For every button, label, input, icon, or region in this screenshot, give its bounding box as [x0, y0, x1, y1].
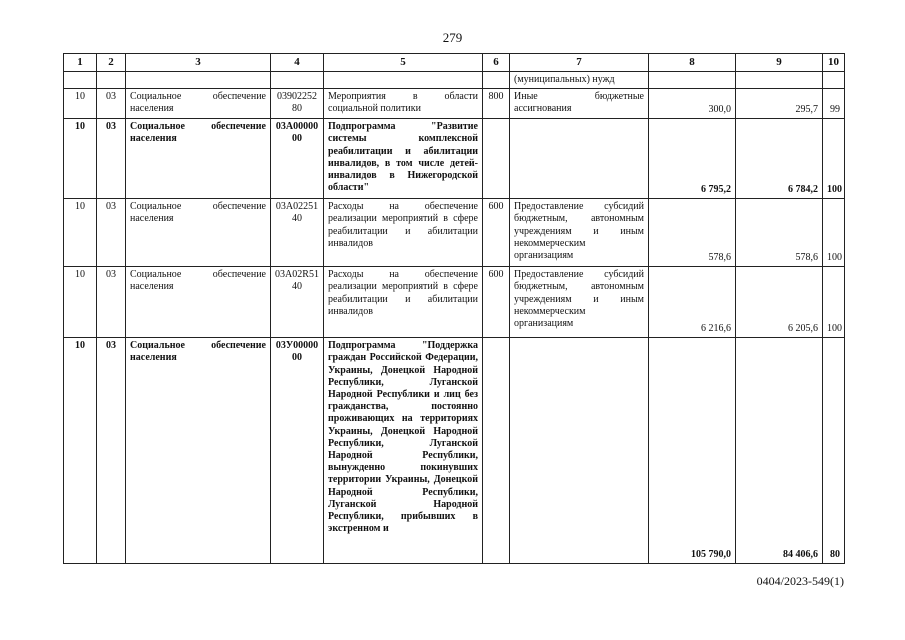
cell-description: Расходы на обеспечение реализации мероприятий в сфере реабилитации и абилитации инвалидов [324, 199, 483, 267]
cell-target-code: 03У0000000 [271, 338, 324, 564]
cell-expense-type: 600 [483, 267, 510, 338]
table-row [64, 89, 845, 119]
column-header: 2 [97, 54, 126, 72]
cell-subsection: 03 [97, 199, 126, 267]
cell-description: Расходы на обеспечение реализации мероприятий в сфере реабилитации и абилитации инвалидов [324, 267, 483, 338]
cell-percent: 80 [823, 338, 845, 564]
cell-section: 10 [64, 119, 97, 199]
cell-description [324, 72, 483, 89]
cell-actual: 295,7 [736, 89, 823, 119]
document-code: 0404/2023-549(1) [756, 574, 844, 588]
column-header: 7 [510, 54, 649, 72]
cell-expense-name: (муниципальных) нужд [510, 72, 649, 89]
cell-name: Социальное обеспечение населения [126, 199, 271, 267]
cell-actual: 6 784,2 [736, 119, 823, 199]
cell-planned: 6 795,2 [649, 119, 736, 199]
cell-expense-name [510, 338, 649, 564]
cell-actual: 6 205,6 [736, 267, 823, 338]
cell-name: Социальное обеспечение населения [126, 89, 271, 119]
cell-name: Социальное обеспечение населения [126, 267, 271, 338]
cell-target-code: 0390225280 [271, 89, 324, 119]
column-header: 1 [64, 54, 97, 72]
column-header: 3 [126, 54, 271, 72]
cell-description: Подпрограмма "Поддержка граждан Российской Федерации, Украины, Донецкой Народной Республики, Луганской Народной Республики и лиц без гражданства, постоянно проживающих на территориях Украины, Донецкой Народной Республики, Луганской Народной Республики, вынужденно покинувших территории Украины, Донецкой Народной Республики, Луганской Народной Республики, прибывших в экстренном и [324, 338, 483, 564]
column-header: 9 [736, 54, 823, 72]
cell-subsection: 03 [97, 267, 126, 338]
cell-target-code: 03А0000000 [271, 119, 324, 199]
cell-expense-name: Иные бюджетные ассигнования [510, 89, 649, 119]
cell-section: 10 [64, 89, 97, 119]
cell-planned: 105 790,0 [649, 338, 736, 564]
cell-percent [823, 72, 845, 89]
cell-description: Мероприятия в области социальной политики [324, 89, 483, 119]
column-header: 5 [324, 54, 483, 72]
cell-expense-type [483, 338, 510, 564]
cell-target-code [271, 72, 324, 89]
cell-actual [736, 72, 823, 89]
table-row [64, 72, 845, 89]
cell-name: Социальное обеспечение населения [126, 119, 271, 199]
table-row [64, 119, 845, 199]
cell-description: Подпрограмма "Развитие системы комплексной реабилитации и абилитации инвалидов, в том числе детей-инвалидов в Нижегородской области" [324, 119, 483, 199]
cell-subsection: 03 [97, 119, 126, 199]
table-row [64, 338, 845, 564]
cell-expense-type: 600 [483, 199, 510, 267]
cell-actual: 84 406,6 [736, 338, 823, 564]
table-header-row [64, 54, 845, 72]
cell-expense-type [483, 72, 510, 89]
cell-subsection: 03 [97, 338, 126, 564]
cell-percent: 100 [823, 119, 845, 199]
cell-expense-name [510, 119, 649, 199]
cell-name: Социальное обеспечение населения [126, 338, 271, 564]
cell-section: 10 [64, 338, 97, 564]
cell-planned [649, 72, 736, 89]
column-header: 4 [271, 54, 324, 72]
column-header: 6 [483, 54, 510, 72]
cell-percent: 100 [823, 267, 845, 338]
page-number: 279 [442, 30, 463, 45]
cell-planned: 6 216,6 [649, 267, 736, 338]
cell-planned: 300,0 [649, 89, 736, 119]
cell-actual: 578,6 [736, 199, 823, 267]
cell-subsection: 03 [97, 89, 126, 119]
table-row [64, 199, 845, 267]
cell-percent: 100 [823, 199, 845, 267]
cell-expense-name: Предоставление субсидий бюджетным, автономным учреждениям и иным некоммерческим организациям [510, 199, 649, 267]
column-header: 10 [823, 54, 845, 72]
cell-section [64, 72, 97, 89]
cell-name [126, 72, 271, 89]
cell-planned: 578,6 [649, 199, 736, 267]
budget-table [63, 53, 845, 564]
cell-subsection [97, 72, 126, 89]
table-row [64, 267, 845, 338]
cell-expense-type [483, 119, 510, 199]
cell-section: 10 [64, 267, 97, 338]
column-header: 8 [649, 54, 736, 72]
cell-expense-type: 800 [483, 89, 510, 119]
cell-expense-name: Предоставление субсидий бюджетным, автономным учреждениям и иным некоммерческим организациям [510, 267, 649, 338]
cell-target-code: 03А0225140 [271, 199, 324, 267]
cell-section: 10 [64, 199, 97, 267]
cell-target-code: 03А02R5140 [271, 267, 324, 338]
cell-percent: 99 [823, 89, 845, 119]
